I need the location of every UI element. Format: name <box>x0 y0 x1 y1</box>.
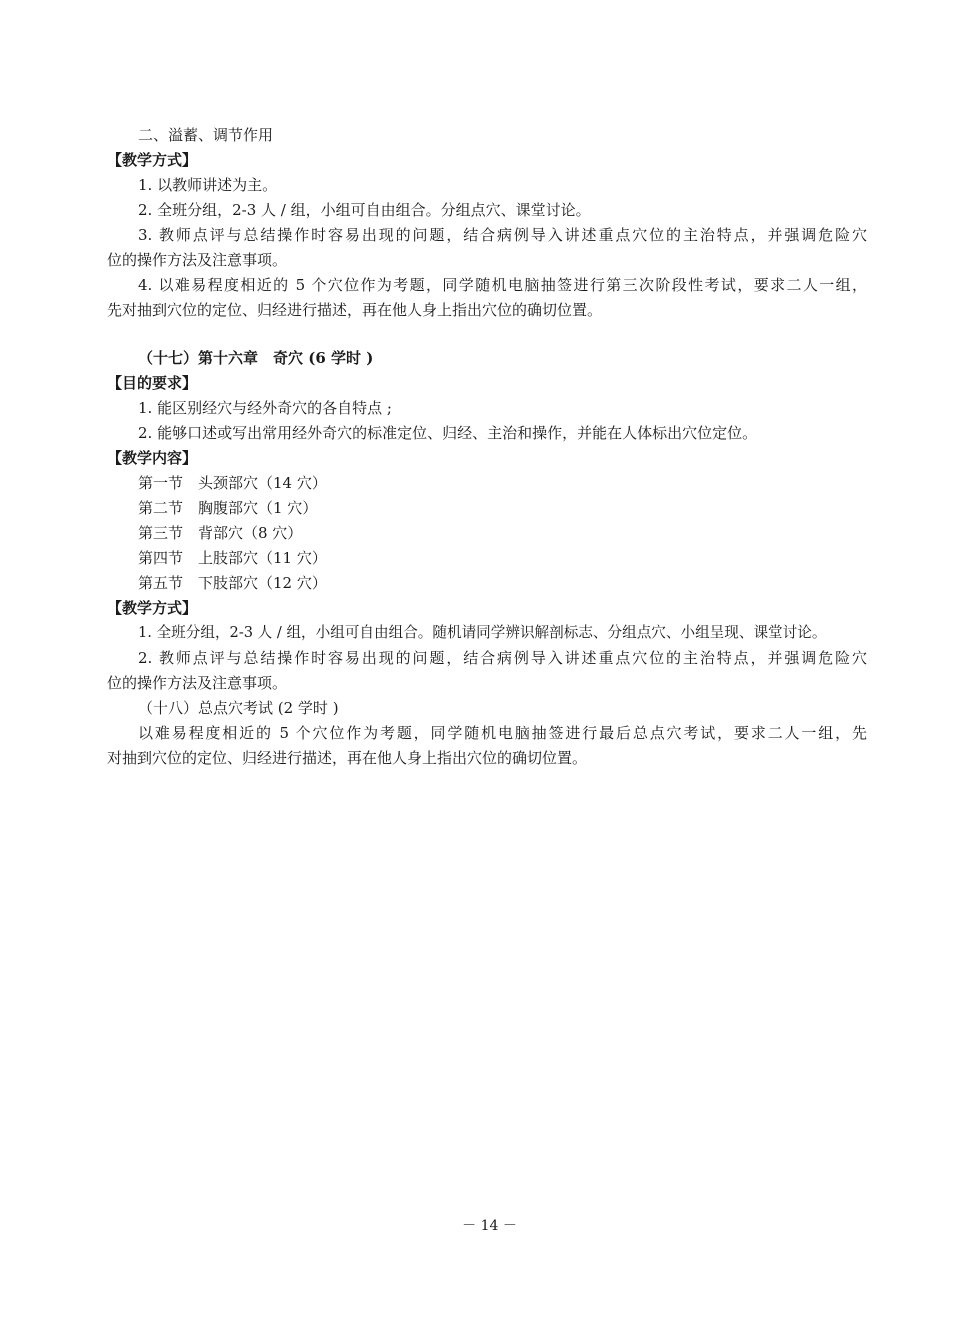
content-item: 第四节 上肢部穴（11 穴） <box>138 549 327 567</box>
content-item: 第五节 下肢部穴（12 穴） <box>138 574 327 592</box>
list-item-continuation: 位的操作方法及注意事项。 <box>107 251 288 269</box>
page-number: － 14 － <box>462 1218 517 1234</box>
paragraph-line: 以难易程度相近的 5 个穴位作为考题，同学随机电脑抽签进行最后总点穴考试，要求二人一组，先 <box>138 724 867 742</box>
heading-goals: 【目的要求】 <box>107 374 198 392</box>
list-item: 2. 能够口述或写出常用经外奇穴的标准定位、归经、主治和操作，并能在人体标出穴位定位。 <box>138 424 758 442</box>
content-item: 第一节 头颈部穴（14 穴） <box>138 474 327 492</box>
heading-teaching-content: 【教学内容】 <box>107 449 198 467</box>
content-item: 第二节 胸腹部穴（1 穴） <box>138 499 318 517</box>
section-title: （十七）第十六章 奇穴 (6 学时 ) <box>138 349 374 367</box>
list-item: 4. 以难易程度相近的 5 个穴位作为考题，同学随机电脑抽签进行第三次阶段性考试，要求二人一组， <box>138 276 867 294</box>
paragraph-line: 二、溢蓄、调节作用 <box>138 126 274 144</box>
heading-teaching-method: 【教学方式】 <box>107 151 198 169</box>
heading-teaching-method: 【教学方式】 <box>107 599 198 617</box>
list-item: 1. 以教师讲述为主。 <box>138 176 278 194</box>
list-item: 1. 全班分组，2-3 人 / 组，小组可自由组合。随机请同学辨识解剖标志、分组点穴、小组呈现、课堂讨论。 <box>138 624 827 641</box>
section-title: （十八）总点穴考试 (2 学时 ) <box>138 699 339 717</box>
list-item-continuation: 先对抽到穴位的定位、归经进行描述，再在他人身上指出穴位的确切位置。 <box>107 301 603 319</box>
list-item: 3. 教师点评与总结操作时容易出现的问题，结合病例导入讲述重点穴位的主治特点，并强调危险穴 <box>138 226 867 244</box>
paragraph-line: 对抽到穴位的定位、归经进行描述，再在他人身上指出穴位的确切位置。 <box>107 749 588 767</box>
list-item: 2. 全班分组，2-3 人 / 组，小组可自由组合。分组点穴、课堂讨论。 <box>138 201 591 219</box>
list-item: 1. 能区别经穴与经外奇穴的各自特点 ; <box>138 399 392 417</box>
content-item: 第三节 背部穴（8 穴） <box>138 524 303 542</box>
list-item: 2. 教师点评与总结操作时容易出现的问题，结合病例导入讲述重点穴位的主治特点，并强调危险穴 <box>138 649 867 667</box>
list-item-continuation: 位的操作方法及注意事项。 <box>107 674 288 692</box>
